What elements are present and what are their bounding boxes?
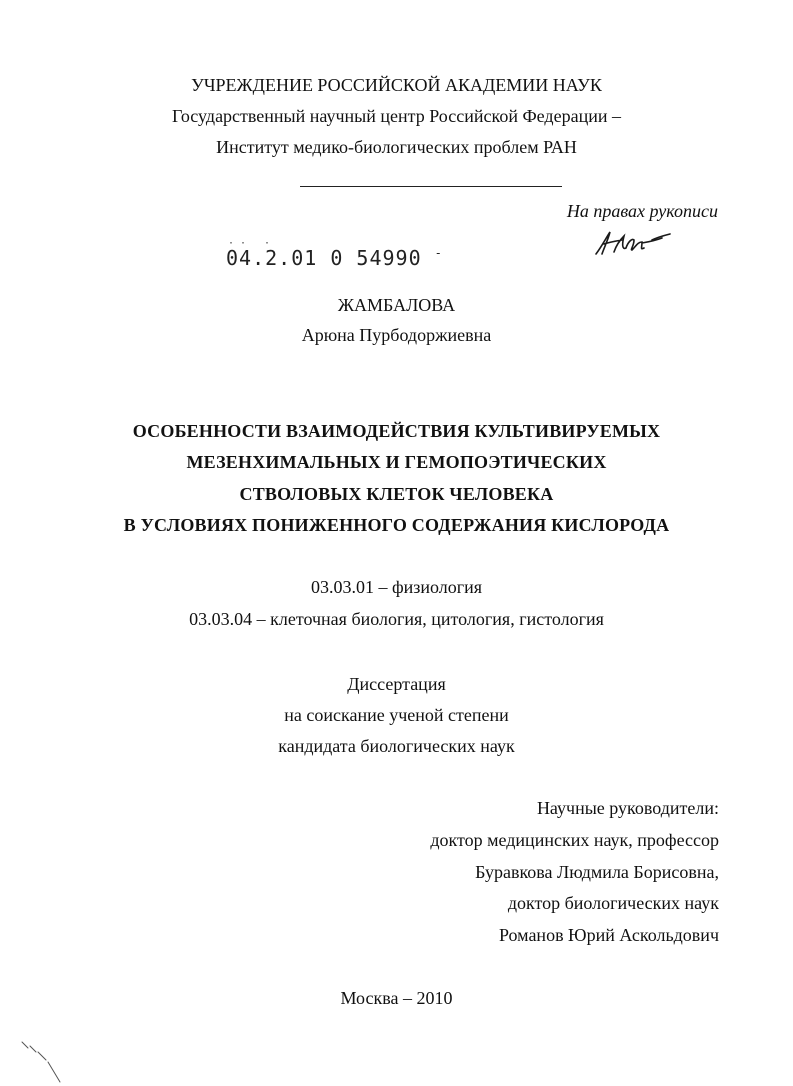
rights-note: На правах рукописи: [566, 201, 718, 221]
registration-stamp: [226, 238, 443, 270]
degree-type: Диссертация: [347, 674, 446, 694]
supervisors-heading: Научные руководители:: [536, 798, 719, 818]
institution-name: УЧРЕЖДЕНИЕ РОССИЙСКОЙ АКАДЕМИИ НАУК: [191, 75, 602, 95]
stamp-dots: ·· ·: [228, 238, 277, 249]
specialty-2: 03.03.04 – клеточная биология, цитология, гистология: [189, 609, 604, 629]
registration-number: 04.2.01 0 54990: [226, 246, 422, 270]
institution-subtitle: Государственный научный центр Российской Федерации –: [172, 106, 621, 126]
author-surname: ЖАМБАЛОВА: [337, 295, 456, 315]
specialty-1: 03.03.01 – физиология: [310, 577, 483, 597]
supervisor-1-title: доктор медицинских наук, профессор: [430, 830, 719, 850]
degree-purpose: на соискание ученой степени: [284, 705, 509, 725]
scan-artifact: [18, 1040, 68, 1084]
title-line-2: МЕЗЕНХИМАЛЬНЫХ И ГЕМОПОЭТИЧЕСКИХ: [186, 452, 607, 472]
author-given-names: Арюна Пурбодоржиевна: [301, 325, 492, 345]
stamp-dash: -: [434, 246, 443, 260]
title-line-1: ОСОБЕННОСТИ ВЗАИМОДЕЙСТВИЯ КУЛЬТИВИРУЕМЫХ: [132, 421, 661, 441]
title-line-3: СТВОЛОВЫХ КЛЕТОК ЧЕЛОВЕКА: [239, 484, 554, 504]
supervisor-2-title: доктор биологических наук: [507, 893, 719, 913]
header-divider: [300, 186, 562, 187]
title-line-4: В УСЛОВИЯХ ПОНИЖЕННОГО СОДЕРЖАНИЯ КИСЛОРОДА: [123, 515, 670, 535]
supervisor-1-name: Буравкова Людмила Борисовна,: [475, 862, 719, 882]
signature-mark: [592, 226, 674, 260]
supervisor-2-name: Романов Юрий Аскольдович: [498, 925, 719, 945]
institute-name: Институт медико-биологических проблем РАН: [216, 137, 577, 157]
city-year: Москва – 2010: [340, 988, 453, 1008]
degree-level: кандидата биологических наук: [278, 736, 515, 756]
